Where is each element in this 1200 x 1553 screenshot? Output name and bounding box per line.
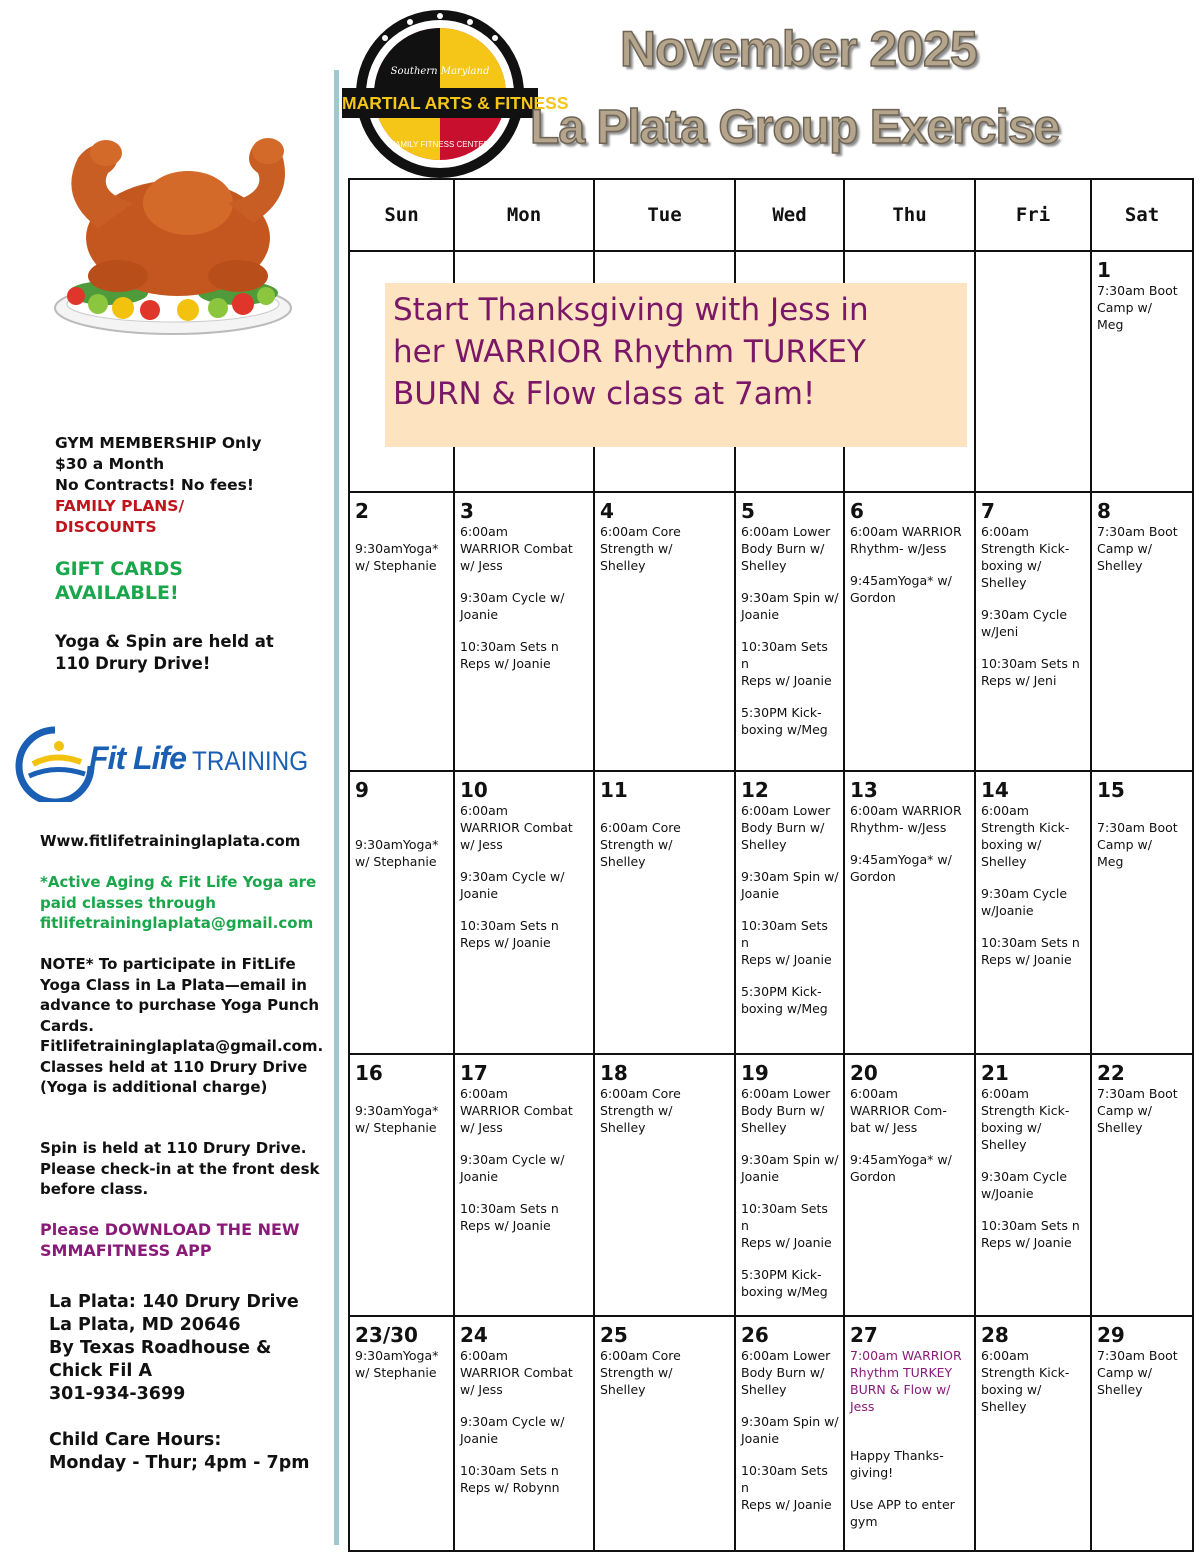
phone-number: 301-934-3699	[49, 1384, 186, 1404]
class-entry: 6:00am Strength Kick- boxing w/ Shelley	[981, 1086, 1070, 1152]
class-entry: 6:00am Lower Body Burn w/ Shelley	[741, 524, 831, 573]
day-number: 24	[460, 1323, 488, 1347]
calendar-day-cell	[844, 1054, 975, 1316]
day-number: 23/30	[355, 1323, 418, 1347]
weekday-wed: Wed	[735, 179, 844, 251]
turkey-illustration-icon	[38, 118, 308, 340]
class-entry: 6:00am Strength Kick- boxing w/ Shelley	[981, 803, 1070, 869]
weekday-thu: Thu	[844, 179, 975, 251]
class-entry: 6:00am Lower Body Burn w/ Shelley	[741, 1348, 831, 1397]
calendar-day-cell	[844, 1316, 975, 1551]
day-number: 7	[981, 499, 995, 523]
class-entry: 10:30am Sets n Reps w/ Joanie	[741, 1463, 832, 1512]
calendar-week-row	[349, 771, 1193, 1054]
day-number: 2	[355, 499, 369, 523]
day-number: 18	[600, 1061, 628, 1085]
membership-line3: No Contracts! No fees!	[55, 476, 254, 494]
class-entry: 9:30am Spin w/ Joanie	[741, 590, 839, 622]
calendar-week-row	[349, 1316, 1193, 1551]
calendar-day-cell	[594, 492, 735, 771]
class-entry: 9:30am Cycle w/ Joanie	[460, 869, 565, 901]
calendar-day-cell	[1091, 492, 1193, 771]
weekday-fri: Fri	[975, 179, 1091, 251]
class-entry: 6:00am Core Strength w/ Shelley	[600, 1086, 681, 1135]
gift-cards-line1: GIFT CARDS	[55, 558, 183, 580]
calendar-week-row	[349, 492, 1193, 771]
calendar-day-cell	[349, 492, 454, 771]
class-entry: Happy Thanks- giving!	[850, 1448, 944, 1480]
day-number: 29	[1097, 1323, 1125, 1347]
active-line1: *Active Aging & Fit Life Yoga are	[40, 873, 317, 891]
banner-text: Start Thanksgiving with Jess in her WARRIOR Rhythm TURKEY BURN & Flow class at 7am!	[393, 292, 869, 412]
day-number: 14	[981, 778, 1009, 802]
calendar-day-cell	[349, 771, 454, 1054]
spin-line1: Spin is held at 110 Drury Drive.	[40, 1139, 307, 1157]
class-entry: 9:45amYoga* w/ Gordon	[850, 1152, 952, 1184]
fitlife-logo-icon	[15, 724, 315, 804]
fitlife-logo-part2: TRAINING	[192, 746, 309, 776]
day-number: 19	[741, 1061, 769, 1085]
class-entry: 6:00am WARRIOR Combat w/ Jess	[460, 1348, 573, 1397]
class-entry: 10:30am Sets n Reps w/ Joanie	[981, 935, 1080, 967]
class-entry: 9:30amYoga* w/ Stephanie	[355, 541, 439, 573]
class-entry: 6:00am Lower Body Burn w/ Shelley	[741, 803, 831, 852]
class-entry: 6:00am WARRIOR Combat w/ Jess	[460, 1086, 573, 1135]
calendar-day-cell	[1091, 251, 1193, 492]
class-entry: 10:30am Sets n Reps w/ Jeni	[981, 656, 1080, 688]
class-entry: 10:30am Sets n Reps w/ Joanie	[741, 1201, 832, 1250]
childcare-line2: Monday - Thur; 4pm - 7pm	[49, 1453, 310, 1473]
note-line7: (Yoga is additional charge)	[40, 1078, 268, 1096]
day-number: 22	[1097, 1061, 1125, 1085]
calendar-day-cell	[975, 771, 1091, 1054]
day-number: 10	[460, 778, 488, 802]
calendar-day-cell	[975, 1316, 1091, 1551]
class-entry: 6:00am Core Strength w/ Shelley	[600, 820, 681, 869]
calendar-day-cell	[594, 1054, 735, 1316]
calendar-day-cell	[594, 771, 735, 1054]
day-number: 8	[1097, 499, 1111, 523]
sidebar	[0, 0, 330, 1553]
class-entry: 9:30amYoga* w/ Stephanie	[355, 837, 439, 869]
class-entry: 7:30am Boot Camp w/ Meg	[1097, 283, 1178, 332]
app-line1: Please DOWNLOAD THE NEW	[40, 1220, 300, 1239]
calendar-day-cell	[454, 1316, 594, 1551]
class-entry: 9:30am Cycle w/Joanie	[981, 1169, 1068, 1201]
logo-bottom-text: FAMILY FITNESS CENTER	[390, 140, 490, 149]
day-number: 6	[850, 499, 864, 523]
class-entry: 9:30am Cycle w/Joanie	[981, 886, 1068, 918]
calendar-day-cell	[735, 1316, 844, 1551]
day-number: 15	[1097, 778, 1125, 802]
calendar-day-cell	[735, 1054, 844, 1316]
smma-logo-icon	[340, 8, 569, 180]
calendar-day-cell	[454, 492, 594, 771]
day-number: 1	[1097, 258, 1111, 282]
class-entry: 6:00am WARRIOR Com- bat w/ Jess	[850, 1086, 947, 1135]
thanksgiving-banner	[385, 283, 967, 447]
day-number: 27	[850, 1323, 878, 1347]
weekday-mon: Mon	[454, 179, 594, 251]
family-plans-line2: DISCOUNTS	[55, 518, 157, 536]
class-entry: 10:30am Sets n Reps w/ Joanie	[981, 1218, 1080, 1250]
class-entry: 6:00am WARRIOR Combat w/ Jess	[460, 803, 573, 852]
active-line2: paid classes through	[40, 893, 216, 912]
weekday-header-row	[349, 179, 1193, 251]
class-entry: 6:00am Lower Body Burn w/ Shelley	[741, 1086, 831, 1135]
class-entry: 10:30am Sets n Reps w/ Joanie	[460, 918, 559, 950]
active-aging-note	[40, 872, 316, 934]
day-number: 28	[981, 1323, 1009, 1347]
class-entry: 5:30PM Kick- boxing w/Meg	[741, 705, 828, 737]
gift-cards	[55, 557, 183, 605]
class-entry: 7:30am Boot Camp w/ Shelley	[1097, 1086, 1178, 1135]
app-download-note	[40, 1219, 300, 1261]
spin-line3: before class.	[40, 1180, 149, 1198]
note-line1: NOTE* To participate in FitLife	[40, 955, 296, 973]
class-entry: 7:00am WARRIOR Rhythm TURKEY BURN & Flow w/ Jess	[850, 1348, 962, 1414]
class-entry: 9:30am Spin w/ Joanie	[741, 869, 839, 901]
address-line3: By Texas Roadhouse &	[49, 1338, 272, 1358]
fitlife-yoga-note	[40, 954, 323, 1098]
class-entry: 9:45amYoga* w/ Gordon	[850, 852, 952, 884]
class-entry: 10:30am Sets n Reps w/ Joanie	[460, 639, 559, 671]
note-line5: Fitlifetraininglaplata@gmail.com.	[40, 1037, 324, 1055]
address-line1: La Plata: 140 Drury Drive	[49, 1292, 299, 1312]
membership-info	[55, 433, 262, 538]
calendar-day-cell	[735, 771, 844, 1054]
weekday-sat: Sat	[1091, 179, 1193, 251]
yoga-spin-line2: 110 Drury Drive!	[55, 654, 211, 673]
class-entry: 9:30am Cycle w/ Joanie	[460, 590, 565, 622]
calendar-week-row	[349, 1054, 1193, 1316]
class-entry: 9:30am Cycle w/ Joanie	[460, 1414, 565, 1446]
class-entry: 7:30am Boot Camp w/ Shelley	[1097, 524, 1178, 573]
day-number: 13	[850, 778, 878, 802]
day-number: 17	[460, 1061, 488, 1085]
class-entry: 6:00am Strength Kick- boxing w/ Shelley	[981, 1348, 1070, 1414]
yoga-spin-location	[55, 631, 274, 675]
class-entry: 6:00am WARRIOR Rhythm- w/Jess	[850, 803, 962, 835]
class-entry: 6:00am WARRIOR Combat w/ Jess	[460, 524, 573, 573]
membership-line1: GYM MEMBERSHIP Only	[55, 434, 262, 452]
membership-line2: $30 a Month	[55, 455, 165, 473]
class-entry: 9:30am Cycle w/ Joanie	[460, 1152, 565, 1184]
class-entry: 6:00am Core Strength w/ Shelley	[600, 1348, 681, 1397]
childcare-line1: Child Care Hours:	[49, 1430, 222, 1450]
class-entry: 5:30PM Kick- boxing w/Meg	[741, 984, 828, 1016]
class-entry: 10:30am Sets n Reps w/ Joanie	[741, 639, 832, 688]
calendar-day-cell	[735, 492, 844, 771]
fitlife-logo-part1: Fit Life	[89, 740, 186, 776]
family-plans-line1: FAMILY PLANS/	[55, 497, 185, 515]
calendar-day-cell	[454, 771, 594, 1054]
calendar-day-cell	[1091, 1316, 1193, 1551]
class-entry: 10:30am Sets n Reps w/ Joanie	[460, 1201, 559, 1233]
note-line2: Yoga Class in La Plata—email in	[40, 975, 307, 994]
app-line2: SMMAFITNESS APP	[40, 1241, 212, 1260]
day-number: 21	[981, 1061, 1009, 1085]
class-entry: 6:00am WARRIOR Rhythm- w/Jess	[850, 524, 962, 556]
class-entry: Use APP to enter gym	[850, 1497, 955, 1529]
calendar-day-cell	[1091, 771, 1193, 1054]
weekday-sun: Sun	[349, 179, 454, 251]
class-entry: 9:30am Spin w/ Joanie	[741, 1414, 839, 1446]
day-number: 12	[741, 778, 769, 802]
class-entry: 7:30am Boot Camp w/ Meg	[1097, 820, 1178, 869]
address-line4: Chick Fil A	[49, 1361, 152, 1381]
location-title: La Plata Group Exercise	[530, 101, 1060, 154]
website-link[interactable]: Www.fitlifetraininglaplata.com	[40, 832, 301, 850]
class-entry: 5:30PM Kick- boxing w/Meg	[741, 1267, 828, 1299]
calendar-day-cell	[349, 1054, 454, 1316]
calendar-day-cell	[975, 251, 1091, 492]
gift-cards-line2: AVAILABLE!	[55, 582, 179, 604]
calendar-day-cell	[975, 492, 1091, 771]
logo-main-text: MARTIAL ARTS & FITNESS	[342, 88, 538, 118]
class-entry: 9:30amYoga* w/ Stephanie	[355, 1103, 439, 1135]
day-number: 5	[741, 499, 755, 523]
day-number: 11	[600, 778, 628, 802]
day-number: 20	[850, 1061, 878, 1085]
calendar-day-cell	[844, 492, 975, 771]
weekday-tue: Tue	[594, 179, 735, 251]
note-line6: Classes held at 110 Drury Drive	[40, 1057, 308, 1076]
logo-arc-text: Southern Maryland	[390, 66, 490, 77]
note-line4: Cards.	[40, 1016, 94, 1035]
address-block	[49, 1291, 309, 1475]
day-number: 16	[355, 1061, 383, 1085]
class-entry: 10:30am Sets n Reps w/ Robynn	[460, 1463, 560, 1495]
note-line3: advance to purchase Yoga Punch	[40, 996, 320, 1014]
calendar-day-cell	[594, 1316, 735, 1551]
spin-line2: Please check-in at the front desk	[40, 1159, 320, 1178]
yoga-spin-line1: Yoga & Spin are held at	[55, 632, 274, 651]
class-entry: 10:30am Sets n Reps w/ Joanie	[741, 918, 832, 967]
calendar-day-cell	[975, 1054, 1091, 1316]
calendar-day-cell	[349, 1316, 454, 1551]
day-number: 25	[600, 1323, 628, 1347]
class-entry: 6:00am Core Strength w/ Shelley	[600, 524, 681, 573]
class-entry: 9:30amYoga* w/ Stephanie	[355, 1348, 439, 1380]
calendar-day-cell	[1091, 1054, 1193, 1316]
class-entry: 9:30am Cycle w/Jeni	[981, 607, 1068, 639]
calendar-day-cell	[454, 1054, 594, 1316]
day-number: 9	[355, 778, 369, 802]
spin-note	[40, 1138, 320, 1200]
day-number: 3	[460, 499, 474, 523]
vertical-divider	[334, 70, 339, 1545]
class-entry: 6:00am Strength Kick- boxing w/ Shelley	[981, 524, 1070, 590]
class-entry: 7:30am Boot Camp w/ Shelley	[1097, 1348, 1178, 1397]
class-entry: 9:30am Spin w/ Joanie	[741, 1152, 839, 1184]
address-line2: La Plata, MD 20646	[49, 1315, 241, 1335]
day-number: 26	[741, 1323, 769, 1347]
day-number: 4	[600, 499, 614, 523]
active-line3: fitlifetraininglaplata@gmail.com	[40, 914, 314, 932]
month-title: November 2025	[620, 21, 977, 77]
class-entry: 9:45amYoga* w/ Gordon	[850, 573, 952, 605]
calendar-day-cell	[844, 771, 975, 1054]
